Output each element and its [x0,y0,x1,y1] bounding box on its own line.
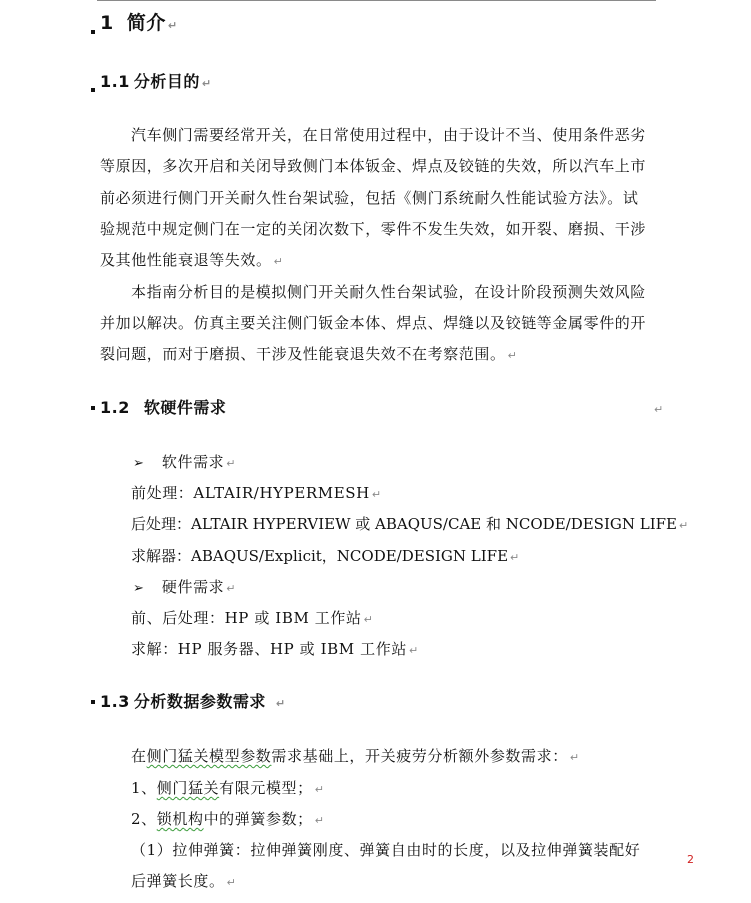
arrow-bullet-icon: ➢ [133,581,145,596]
section-title: 分析数据参数需求 [133,692,266,711]
intro-text-a: 在 [131,747,147,765]
paragraph-mark-icon: ↵ [275,697,286,710]
para2-line: 裂问题，而对于磨损、干涉及性能衰退失效不在考察范围。 [100,345,506,363]
software-heading-label: 软件需求 [161,453,225,471]
requirement-item-1 [131,778,325,800]
page-number: 2 [687,853,694,866]
arrow-bullet-icon: ➢ [133,456,145,471]
paragraph-mark-icon: ↵ [314,814,325,827]
hardware-solve-line [131,639,419,661]
para1-line: 及其他性能衰退等失效。 [100,251,272,269]
requirement-item-2 [131,809,325,831]
software-pre: 前处理：ALTAIR/HYPERMESH [131,484,370,502]
section-title: 分析目的 [133,72,200,91]
software-heading [133,452,236,474]
software-post: 后处理：ALTAIR HYPERVIEW 或 ABAQUS/CAE 和 NCODE/DESIGN LIFE [131,515,677,533]
item3-line2: 后弹簧长度。 [131,872,225,890]
section-1-2-heading [100,398,226,418]
section-number: 1 [100,12,114,34]
section-title: 软硬件需求 [143,398,227,417]
para1-line: 验规范中规定侧门在一定的关闭次数下，零件不发生失效，如开裂、磨损、干涉 [100,220,647,238]
paragraph-mark-icon: ↵ [654,403,664,416]
hardware-solve: 求解：HP 服务器、HP 或 IBM 工作站 [131,640,407,658]
para1-line: 前必须进行侧门开关耐久性台架试验，包括《侧门系统耐久性能试验方法》。试 [100,189,639,207]
heading-bullet-dot [91,88,95,92]
hardware-prepost: 前、后处理：HP 或 IBM 工作站 [131,609,362,627]
hardware-heading-label: 硬件需求 [161,578,225,596]
item2-text: 中的弹簧参数； [203,810,313,828]
item1-text: 有限元模型； [219,779,313,797]
software-pre-line [131,483,382,505]
paragraph-mark-icon: ↵ [363,613,374,626]
intro-text-c: 需求基础上，开关疲劳分析额外参数需求： [271,747,568,765]
paragraph-mark-icon: ↵ [510,551,520,564]
paragraph-mark-icon: ↵ [371,488,382,501]
paragraph-mark-icon: ↵ [273,255,284,268]
section-1-1-heading [100,72,212,94]
section-number: 1.2 [100,398,130,417]
hardware-prepost-line [131,608,373,630]
item1-number: 1、 [131,779,157,797]
paragraph-mark-icon: ↵ [408,644,419,657]
requirement-item-3-line-1: （1）拉伸弹簧：拉伸弹簧刚度、弹簧自由时的长度，以及拉伸弹簧装配好 [131,841,641,859]
requirement-item-3-line-2 [131,871,236,893]
software-post-line [131,514,688,536]
intro-text-b: 侧门猛关模型参数 [146,747,272,765]
para2-last-line [100,344,517,366]
para2-line: 本指南分析目的是模拟侧门开关耐久性台架试验，在设计阶段预测失效风险 [131,283,646,301]
software-solver-line [131,546,519,568]
header-rule [97,0,656,1]
item2-term: 锁机构 [156,810,204,828]
hardware-heading [133,577,236,599]
item2-number: 2、 [131,810,157,828]
paragraph-mark-icon: ↵ [226,457,237,470]
section-1-3-heading [100,692,286,714]
requirements-intro [131,746,580,768]
paragraph-mark-icon: ↵ [201,77,212,90]
heading-bullet-dot [91,30,95,34]
paragraph-mark-icon: ↵ [569,751,580,764]
paragraph-mark-icon: ↵ [679,519,689,532]
paragraph-mark-icon: ↵ [314,783,325,796]
para1-line: 汽车侧门需要经常开关，在日常使用过程中，由于设计不当、使用条件恶劣 [131,126,646,144]
section-title: 简介 [126,12,166,34]
item1-term: 侧门猛关 [156,779,220,797]
para1-last-line [100,250,283,272]
paragraph-mark-icon: ↵ [507,349,518,362]
para1-line: 等原因，多次开启和关闭导致侧门本体钣金、焊点及铰链的失效，所以汽车上市 [100,157,647,175]
heading-bullet-dot [91,700,95,704]
heading-bullet-dot [91,406,95,410]
paragraph-mark-icon: ↵ [226,582,237,595]
section-number: 1.1 [100,72,130,91]
section-number: 1.3 [100,692,130,711]
section-1-heading [100,13,178,36]
paragraph-mark-icon: ↵ [167,19,178,32]
para2-line: 并加以解决。仿真主要关注侧门钣金本体、焊点、焊缝以及铰链等金属零件的开 [100,314,647,332]
paragraph-mark-icon: ↵ [226,876,237,889]
software-solver: 求解器：ABAQUS/Explicit，NCODE/DESIGN LIFE [131,547,509,565]
